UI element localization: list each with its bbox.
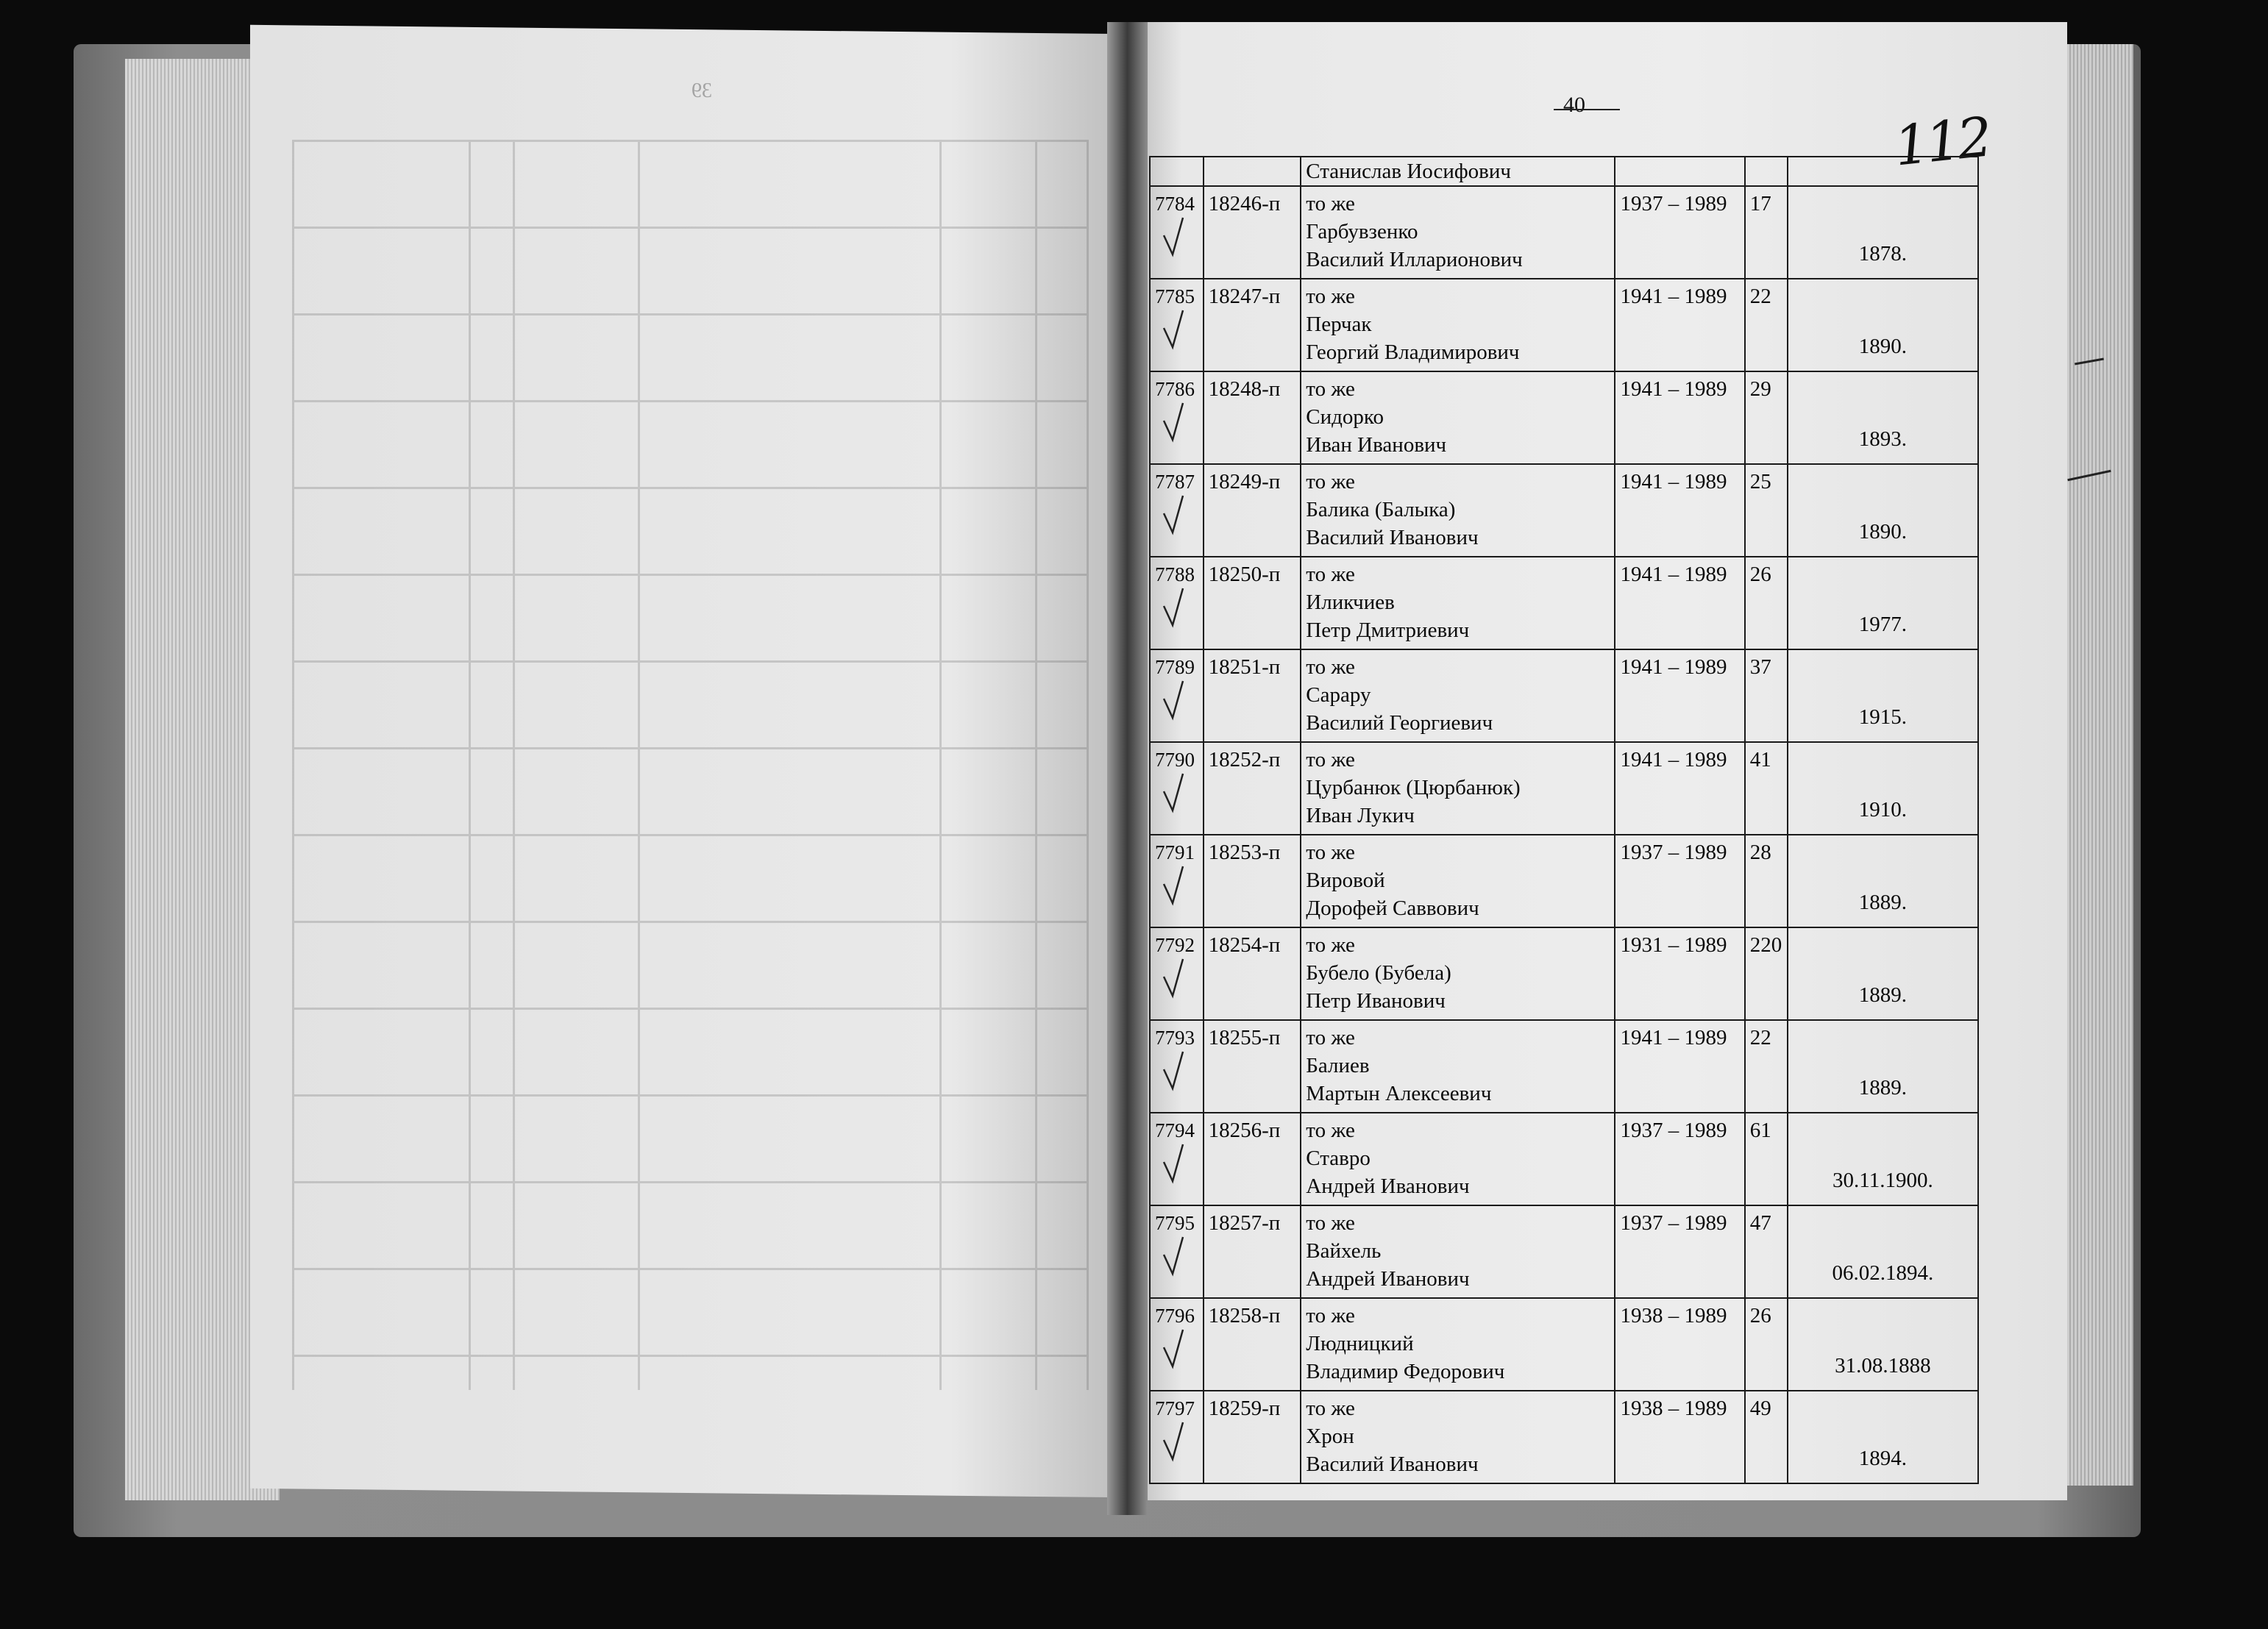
left-page-bleed-through (294, 140, 1089, 1390)
table-row (1150, 279, 1978, 371)
name-line-surname: Цурбанюк (Цюрбанюк) (1306, 776, 1521, 799)
cell-birthdate (1788, 927, 1978, 1020)
bleed-row-line (294, 660, 1089, 663)
table-row (1150, 1391, 1978, 1483)
name-line-given: Василий Георгиевич (1306, 711, 1493, 735)
entry-number: 7790 (1155, 749, 1195, 771)
name-line-surname: Людницкий (1306, 1332, 1414, 1355)
bleed-row-line (294, 834, 1089, 836)
cell-name (1301, 1113, 1615, 1205)
birthdate-text: 30.11.1900. (1832, 1169, 1933, 1192)
entry-number: 7788 (1155, 563, 1195, 585)
name-line-surname: Гарбувзенко (1306, 220, 1418, 243)
cell-case: 18256-п (1204, 1113, 1301, 1205)
table-row (1150, 371, 1978, 464)
name-line-given: Иван Лукич (1306, 804, 1415, 827)
cell-number (1150, 649, 1204, 742)
checkmark-icon (1161, 956, 1190, 1000)
name-line-given: Василий Илларионович (1306, 248, 1523, 271)
name-line-1: то же (1306, 841, 1355, 864)
bleed-row-line (294, 747, 1089, 749)
cell-name (1301, 1298, 1615, 1391)
cell-volume: 26 (1745, 1298, 1788, 1391)
name-line-1: то же (1306, 470, 1355, 493)
name-line-1: то же (1306, 748, 1355, 771)
bleed-col-line (1087, 140, 1089, 1390)
entry-number: 7797 (1155, 1397, 1195, 1419)
bleed-col-line (939, 140, 942, 1390)
cell-birthdate (1788, 1391, 1978, 1483)
bleed-row-line (294, 921, 1089, 923)
cell-case: 18249-п (1204, 464, 1301, 557)
birthdate-text: 1910. (1858, 798, 1907, 821)
checkmark-icon (1161, 678, 1190, 722)
name-line-1: то же (1306, 1119, 1355, 1142)
checkmark-icon (1161, 863, 1190, 908)
cell-name (1301, 1205, 1615, 1298)
cell-name (1301, 742, 1615, 835)
name-line-1: то же (1306, 192, 1355, 215)
checkmark-icon (1161, 493, 1190, 537)
name-line-given: Петр Иванович (1306, 989, 1446, 1013)
name-line-given: Мартын Алексеевич (1306, 1082, 1492, 1105)
cell-volume: 28 (1745, 835, 1788, 927)
entry-number: 7784 (1155, 193, 1195, 215)
table-row (1150, 742, 1978, 835)
cell-name (1301, 927, 1615, 1020)
cell-case: 18247-п (1204, 279, 1301, 371)
name-line-1: то же (1306, 563, 1355, 586)
table-row (1150, 557, 1978, 649)
name-line-1: то же (1306, 1211, 1355, 1235)
cell-volume: 22 (1745, 1020, 1788, 1113)
cell-number (1150, 464, 1204, 557)
cell-years: 1931 – 1989 (1615, 927, 1744, 1020)
name-line-given: Василий Иванович (1306, 1452, 1479, 1476)
checkmark-icon (1161, 307, 1190, 352)
cell-birthdate (1788, 186, 1978, 279)
name-line-1: то же (1306, 285, 1355, 308)
table-row (1150, 1298, 1978, 1391)
bleed-row-line (294, 227, 1089, 229)
cell-birthdate (1788, 1113, 1978, 1205)
birthdate-text: 31.08.1888 (1835, 1354, 1931, 1377)
cell-birthdate (1788, 1020, 1978, 1113)
cell-case: 18246-п (1204, 186, 1301, 279)
birthdate-text: 1893. (1858, 427, 1907, 451)
table-row-continuation (1150, 157, 1978, 186)
cell-volume: 37 (1745, 649, 1788, 742)
cell-years: 1941 – 1989 (1615, 557, 1744, 649)
cell-case: 18251-п (1204, 649, 1301, 742)
cell-birthdate (1788, 1205, 1978, 1298)
cell-years: 1937 – 1989 (1615, 186, 1744, 279)
cell-years: 1941 – 1989 (1615, 742, 1744, 835)
name-line-given: Владимир Федорович (1306, 1360, 1505, 1383)
cell-case: 18259-п (1204, 1391, 1301, 1483)
cell-volume: 26 (1745, 557, 1788, 649)
bleed-row-line (294, 140, 1089, 142)
cell-volume: 49 (1745, 1391, 1788, 1483)
bleed-col-line (513, 140, 515, 1390)
cell-years: 1937 – 1989 (1615, 1205, 1744, 1298)
table-row (1150, 186, 1978, 279)
checkmark-icon (1161, 771, 1190, 815)
birthdate-text: 06.02.1894. (1832, 1261, 1934, 1285)
entry-number: 7796 (1155, 1305, 1195, 1327)
cell-name (1301, 371, 1615, 464)
cell-years: 1941 – 1989 (1615, 371, 1744, 464)
table-row (1150, 927, 1978, 1020)
cell-number (1150, 557, 1204, 649)
cell-name (1301, 557, 1615, 649)
cell-name (1301, 464, 1615, 557)
entry-number: 7787 (1155, 471, 1195, 493)
cell-volume (1745, 157, 1788, 186)
name-line-1: то же (1306, 1026, 1355, 1049)
cell-volume: 220 (1745, 927, 1788, 1020)
cell-number (1150, 1205, 1204, 1298)
name-line-surname: Ставро (1306, 1147, 1371, 1170)
cell-name (1301, 1020, 1615, 1113)
bleed-row-line (294, 1094, 1089, 1097)
name-line-surname: Перчак (1306, 313, 1372, 336)
name-line-surname: Иликчиев (1306, 591, 1395, 614)
bleed-row-line (294, 574, 1089, 576)
checkmark-icon (1161, 215, 1190, 259)
bleed-col-line (292, 140, 294, 1390)
cell-birthdate (1788, 371, 1978, 464)
cell-volume: 61 (1745, 1113, 1788, 1205)
cell-volume: 25 (1745, 464, 1788, 557)
cell-name (1301, 279, 1615, 371)
cell-volume: 22 (1745, 279, 1788, 371)
name-line-surname: Вировой (1306, 869, 1385, 892)
cell-number (1150, 1020, 1204, 1113)
cell-volume: 17 (1745, 186, 1788, 279)
bleed-row-line (294, 1355, 1089, 1357)
name-line-given: Петр Дмитриевич (1306, 619, 1470, 642)
cell-case: 18250-п (1204, 557, 1301, 649)
name-line-1: то же (1306, 1397, 1355, 1420)
cell-name (1301, 649, 1615, 742)
table-row (1150, 464, 1978, 557)
bleed-row-line (294, 487, 1089, 489)
cell-years: 1941 – 1989 (1615, 1020, 1744, 1113)
bleed-row-line (294, 400, 1089, 402)
table-row (1150, 1205, 1978, 1298)
birthdate-text: 1977. (1858, 613, 1907, 636)
birthdate-text: 1894. (1858, 1447, 1907, 1470)
birthdate-text: 1889. (1858, 891, 1907, 914)
name-line-surname: Сарару (1306, 683, 1371, 707)
cell-number (1150, 279, 1204, 371)
cell-years (1615, 157, 1744, 186)
cell-number (1150, 742, 1204, 835)
cell-birthdate (1788, 157, 1978, 186)
bleed-col-line (638, 140, 640, 1390)
cell-number (1150, 1298, 1204, 1391)
birthdate-text: 1878. (1858, 242, 1907, 265)
register-table (1149, 156, 1979, 1484)
name-line-surname: Балиев (1306, 1054, 1370, 1077)
cell-years: 1937 – 1989 (1615, 835, 1744, 927)
cell-birthdate (1788, 1298, 1978, 1391)
cell-case: 18254-п (1204, 927, 1301, 1020)
entry-number: 7791 (1155, 841, 1195, 863)
cell-number (1150, 1113, 1204, 1205)
name-line-given: Дорофей Саввович (1306, 897, 1479, 920)
cell-name (1301, 186, 1615, 279)
name-line-surname: Вайхель (1306, 1239, 1382, 1263)
cell-years: 1938 – 1989 (1615, 1298, 1744, 1391)
table-row (1150, 649, 1978, 742)
cell-birthdate (1788, 279, 1978, 371)
cell-years: 1941 – 1989 (1615, 649, 1744, 742)
cell-number (1150, 927, 1204, 1020)
checkmark-icon (1161, 585, 1190, 630)
entry-number: 7794 (1155, 1119, 1195, 1141)
bleed-row-line (294, 1008, 1089, 1010)
table-row (1150, 1020, 1978, 1113)
entry-number: 7793 (1155, 1027, 1195, 1049)
cell-case: 18255-п (1204, 1020, 1301, 1113)
entry-number: 7795 (1155, 1212, 1195, 1234)
checkmark-icon (1161, 1419, 1190, 1464)
cell-years: 1938 – 1989 (1615, 1391, 1744, 1483)
bleed-row-line (294, 1268, 1089, 1270)
cell-volume: 41 (1745, 742, 1788, 835)
cell-volume: 47 (1745, 1205, 1788, 1298)
table-row (1150, 1113, 1978, 1205)
name-line-given: Иван Иванович (1306, 433, 1447, 457)
handwritten-archive-number: 112 (1891, 105, 1993, 179)
cell-birthdate (1788, 464, 1978, 557)
cell-case: 18252-п (1204, 742, 1301, 835)
cell-case (1204, 157, 1301, 186)
birthdate-text: 1889. (1858, 1076, 1907, 1099)
name-line-surname: Бубело (Бубела) (1306, 961, 1451, 985)
book-gutter (1107, 22, 1148, 1515)
name-line-1: то же (1306, 933, 1355, 957)
table-row (1150, 835, 1978, 927)
name-line-given: Андрей Иванович (1306, 1174, 1470, 1198)
cell-case: 18248-п (1204, 371, 1301, 464)
right-page-number: 40 (1563, 93, 1585, 117)
checkmark-icon (1161, 1049, 1190, 1093)
checkmark-icon (1161, 1234, 1190, 1278)
entry-number: 7792 (1155, 934, 1195, 956)
cell-case: 18258-п (1204, 1298, 1301, 1391)
name-line-given: Георгий Владимирович (1306, 341, 1520, 364)
entry-number: 7786 (1155, 378, 1195, 400)
cell-number (1150, 371, 1204, 464)
name-line-1: то же (1306, 655, 1355, 679)
cell-birthdate (1788, 649, 1978, 742)
bleed-col-line (1035, 140, 1037, 1390)
cell-birthdate (1788, 835, 1978, 927)
bleed-col-line (469, 140, 471, 1390)
cell-years: 1937 – 1989 (1615, 1113, 1744, 1205)
name-line-1: то же (1306, 1304, 1355, 1327)
checkmark-icon (1161, 1327, 1190, 1371)
cell-name (1301, 1391, 1615, 1483)
bleed-row-line (294, 1181, 1089, 1183)
cell-case: 18253-п (1204, 835, 1301, 927)
cell-volume: 29 (1745, 371, 1788, 464)
name-line-surname: Сидорко (1306, 405, 1384, 429)
left-page-number: 39 (692, 79, 712, 102)
name-line-1: то же (1306, 377, 1355, 401)
cell-name: Станислав Иосифович (1301, 157, 1615, 186)
bleed-row-line (294, 313, 1089, 316)
name-line-surname: Хрон (1306, 1425, 1354, 1448)
birthdate-text: 1890. (1858, 335, 1907, 358)
cell-case: 18257-п (1204, 1205, 1301, 1298)
checkmark-icon (1161, 400, 1190, 444)
name-line-given: Василий Иванович (1306, 526, 1479, 549)
checkmark-icon (1161, 1141, 1190, 1186)
page-number-strike (1554, 109, 1620, 110)
cell-birthdate (1788, 557, 1978, 649)
birthdate-text: 1915. (1858, 705, 1907, 729)
birthdate-text: 1889. (1858, 983, 1907, 1007)
cell-name (1301, 835, 1615, 927)
entry-number: 7789 (1155, 656, 1195, 678)
entry-number: 7785 (1155, 285, 1195, 307)
cell-number (1150, 157, 1204, 186)
cell-number (1150, 186, 1204, 279)
cell-birthdate (1788, 742, 1978, 835)
name-line-given: Андрей Иванович (1306, 1267, 1470, 1291)
name-line-surname: Балика (Балыка) (1306, 498, 1456, 521)
birthdate-text: 1890. (1858, 520, 1907, 543)
cell-years: 1941 – 1989 (1615, 279, 1744, 371)
cell-number (1150, 835, 1204, 927)
cell-years: 1941 – 1989 (1615, 464, 1744, 557)
cell-number (1150, 1391, 1204, 1483)
